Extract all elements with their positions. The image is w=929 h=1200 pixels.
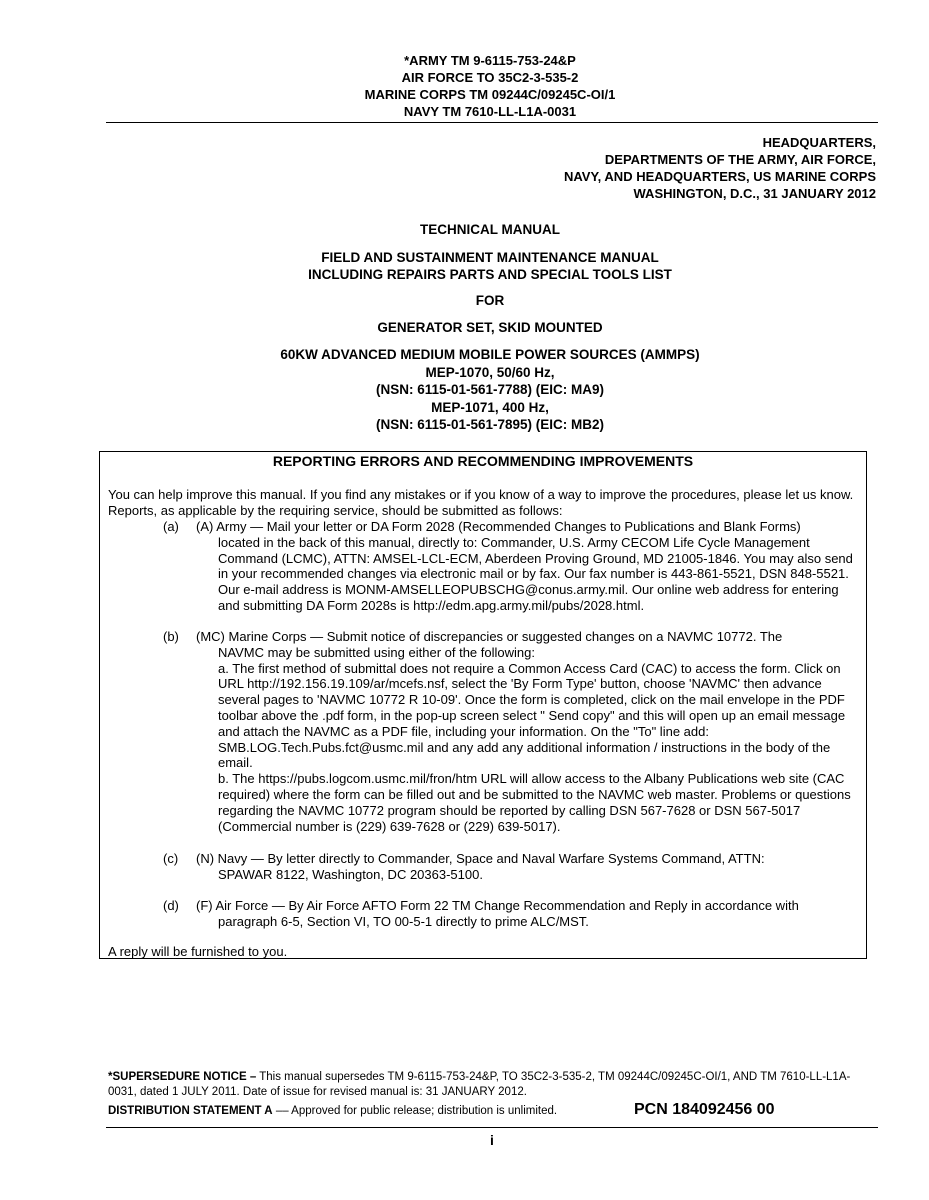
hq-line: HEADQUARTERS, [762,135,876,150]
distribution-label: DISTRIBUTION STATEMENT A [108,1105,273,1117]
pcn-number: PCN 184092456 00 [634,1101,775,1118]
reporting-item-air-force [163,898,863,930]
item-first-line: (MC) Marine Corps — Submit notice of discrepancies or suggested changes on a NAVMC 10772. The [196,629,783,644]
reporting-item-army [163,519,863,614]
reporting-heading: REPORTING ERRORS AND RECOMMENDING IMPROVEMENTS [272,453,694,469]
publication-numbers [240,52,740,120]
for-label: FOR [475,293,505,308]
item-body: located in the back of this manual, directly to: Commander, U.S. Army CECOM Life Cycle Management Command (LCMC), ATTN: AMSEL-LCL-ECM, Aberdeen Proving Ground, MD 21005-1846. You may also send in your recommended changes via electronic mail or by fax. Our fax number is 443-861-5521, DSN 848-5521. Our e-mail address is MONM-AMSELLEOPUBSCHG@conus.army.mil. Our online web address for entering and submitting DA Form 2028s is http://edm.apg.army.mil/pubs/2028.html. [218,534,853,613]
reporting-item-marine-corps [163,629,863,834]
hq-date-line: WASHINGTON, D.C., 31 JANUARY 2012 [633,186,876,201]
reply-note: A reply will be furnished to you. [108,944,288,959]
item-first-line: (N) Navy — By letter directly to Commander, Space and Naval Warfare Systems Command, ATTN: [196,851,765,866]
manual-type: TECHNICAL MANUAL [420,222,560,237]
reporting-intro: You can help improve this manual. If you find any mistakes or if you know of a way to improve the procedures, please let us know. Reports, as applicable by the requiring service, should be submitted as follows: [108,487,854,518]
supersedure-text: This manual supersedes TM 9-6115-753-24&P, TO 35C2-3-535-2, TM 09244C/09245C-OI/1, AND TM 7610-LL-L1A-0031, dated 1 JULY 2011. Date of issue for revised manual is: 31 JANUARY 2012. [108,1071,851,1098]
manual-title [190,249,790,283]
item-body: SPAWAR 8122, Washington, DC 20363-5100. [218,866,483,882]
reporting-item-navy [163,851,863,883]
item-body: paragraph 6-5, Section VI, TO 00-5-1 directly to prime ALC/MST. [218,913,589,929]
equipment-name: GENERATOR SET, SKID MOUNTED [377,320,603,335]
item-letter: (c) [163,851,179,866]
distribution-text: –– Approved for public release; distribution is unlimited. [272,1105,558,1117]
army-tm-number: *ARMY TM 9-6115-753-24&P [404,53,576,68]
page-number: i [490,1132,494,1148]
item-letter: (a) [163,519,179,534]
item-first-line: (A) Army — Mail your letter or DA Form 2028 (Recommended Changes to Publications and Blank Forms) [196,519,801,534]
marine-corps-tm-number: MARINE CORPS TM 09244C/09245C-OI/1 [364,87,616,102]
manual-title-line: INCLUDING REPAIRS PARTS AND SPECIAL TOOLS LIST [308,267,672,282]
footer-rule [106,1127,878,1128]
supersedure-notice [108,1070,878,1099]
hq-line: NAVY, AND HEADQUARTERS, US MARINE CORPS [563,169,876,184]
supersedure-label: *SUPERSEDURE NOTICE – [108,1071,257,1083]
item-letter: (d) [163,898,179,913]
ammps-title: 60KW ADVANCED MEDIUM MOBILE POWER SOURCES (AMMPS) [280,347,700,362]
model-mep-1071: MEP-1071, 400 Hz, [431,399,549,415]
hq-line: DEPARTMENTS OF THE ARMY, AIR FORCE, [604,152,876,167]
navy-tm-number: NAVY TM 7610-LL-L1A-0031 [403,104,577,119]
nsn-mep-1071: (NSN: 6115-01-561-7895) (EIC: MB2) [375,417,605,432]
distribution-statement [108,1104,557,1119]
headquarters-block [420,134,876,202]
model-mep-1070: MEP-1070, 50/60 Hz, [425,364,555,380]
air-force-to-number: AIR FORCE TO 35C2-3-535-2 [401,70,579,85]
item-body: NAVMC may be submitted using either of the following: [218,644,535,660]
model-list [190,346,790,434]
item-sub-a: a. The first method of submittal does not require a Common Access Card (CAC) to access the form. Click on URL http://192.156.19.109/ar/mcefs.nsf, select the 'By Form Type' button, choose 'NAVMC' then advance several pages to 'NAVMC 10772 R 10-09'. Once the form is completed, click on the mail envelope in the PDF toolbar above the .pdf form, in the pop-up screen select " Send copy" and this will open up an email message and attach the NAVMC as a PDF file, including your information. On the "To" line add: SMB.LOG.Tech.Pubs.fct@usmc.mil and any add any additional information / instructions in the body of the email. [218,660,846,771]
nsn-mep-1070: (NSN: 6115-01-561-7788) (EIC: MA9) [375,382,605,397]
item-sub-b: b. The https://pubs.logcom.usmc.mil/fron/htm URL will allow access to the Albany Publications web site (CAC required) where the form can be filled out and be submitted to the NAVMC web master. Problems or questions regarding the NAVMC 10772 program should be reported by calling DSN 567-7628 or DSN 567-5017 (Commercial number is (229) 639-7628 or (229) 639-5017). [218,771,851,834]
header-rule [106,122,878,123]
item-letter: (b) [163,629,179,644]
manual-title-line: FIELD AND SUSTAINMENT MAINTENANCE MANUAL [321,250,659,265]
item-first-line: (F) Air Force — By Air Force AFTO Form 22 TM Change Recommendation and Reply in accordance with [196,898,799,913]
